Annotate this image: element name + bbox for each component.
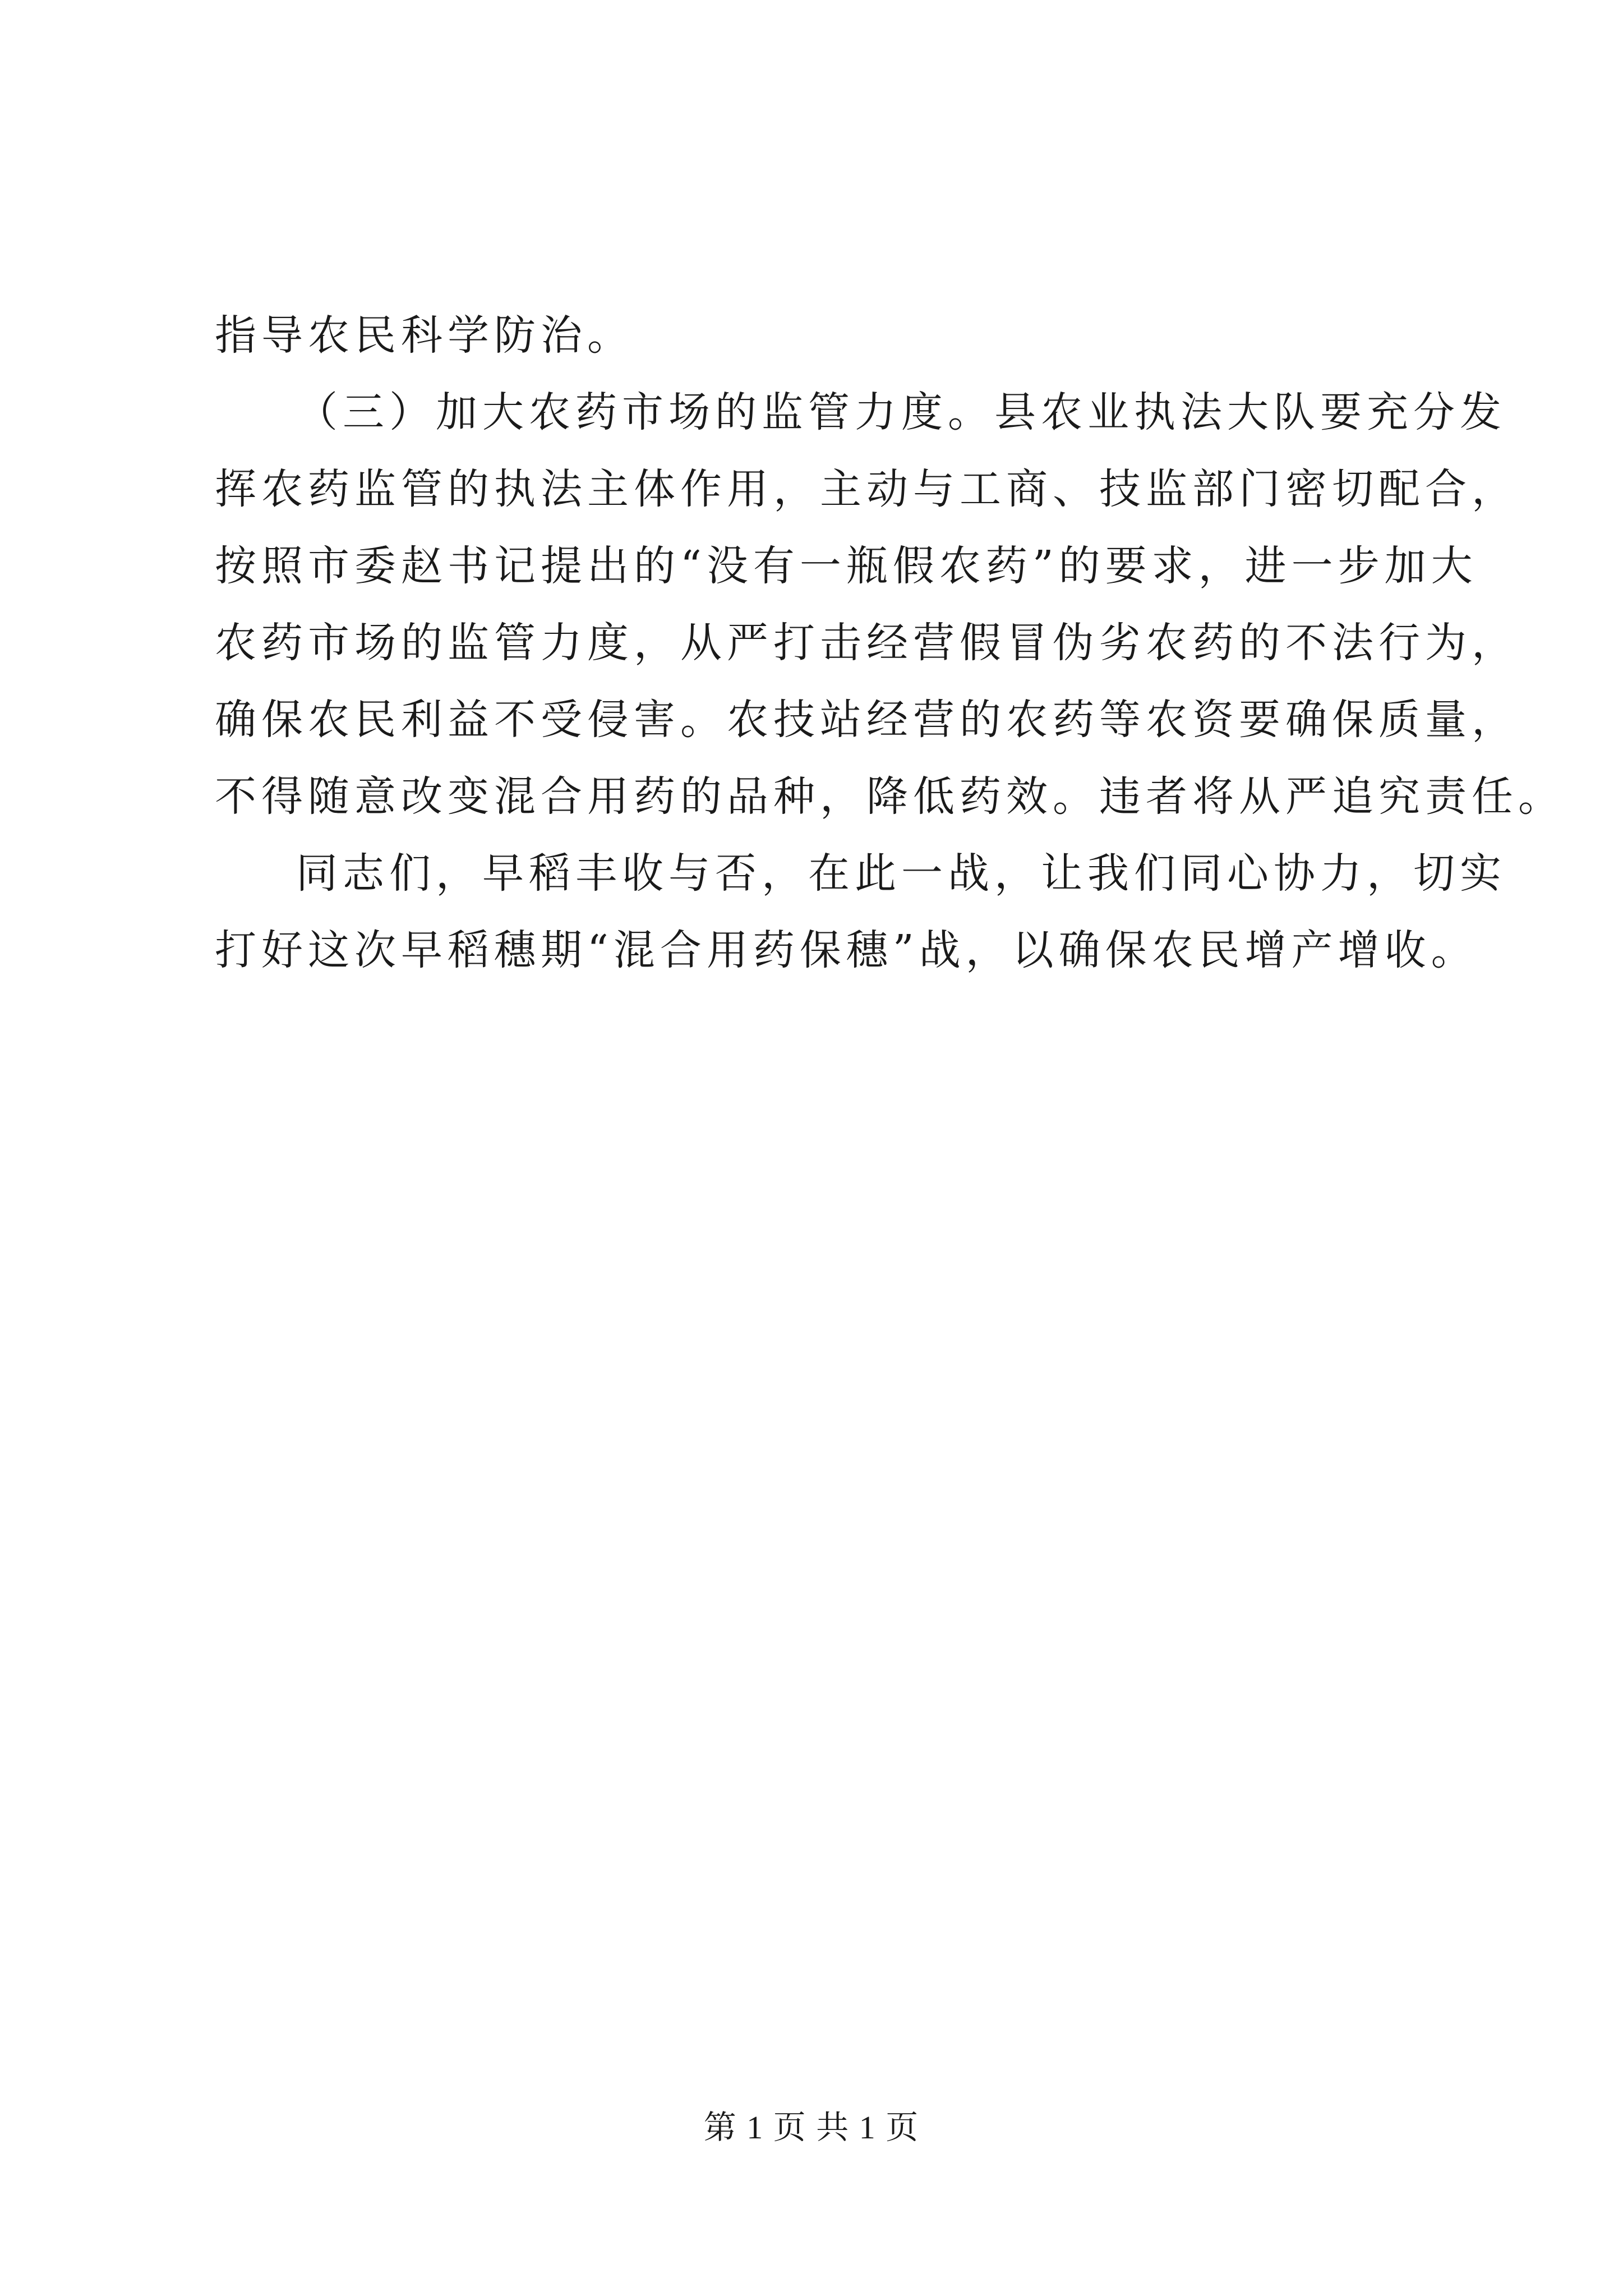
text-line: （三）加大农药市场的监管力度。县农业执法大队要充分发 bbox=[296, 388, 1506, 436]
text-line: 农药市场的监管力度，从严打击经营假冒伪劣农药的不法行为， bbox=[215, 619, 1518, 667]
page-footer: 第 1 页 共 1 页 bbox=[703, 2109, 920, 2146]
text-line: 指导农民科学防治。 bbox=[215, 311, 634, 360]
text-line: 挥农药监管的执法主体作用，主动与工商、技监部门密切配合， bbox=[215, 465, 1518, 513]
text-line: 打好这次早稻穗期“混合用药保穗”战，以确保农民增产增收。 bbox=[215, 926, 1478, 974]
text-line: 确保农民利益不受侵害。农技站经营的农药等农资要确保质量， bbox=[215, 696, 1518, 744]
document-body bbox=[215, 297, 1565, 989]
text-line: 按照市委赵书记提出的“没有一瓶假农药”的要求，进一步加大 bbox=[215, 542, 1478, 590]
text-line: 同志们，早稻丰收与否，在此一战，让我们同心协力，切实 bbox=[296, 849, 1506, 898]
text-line: 不得随意改变混合用药的品种，降低药效。违者将从严追究责任。 bbox=[215, 772, 1565, 821]
